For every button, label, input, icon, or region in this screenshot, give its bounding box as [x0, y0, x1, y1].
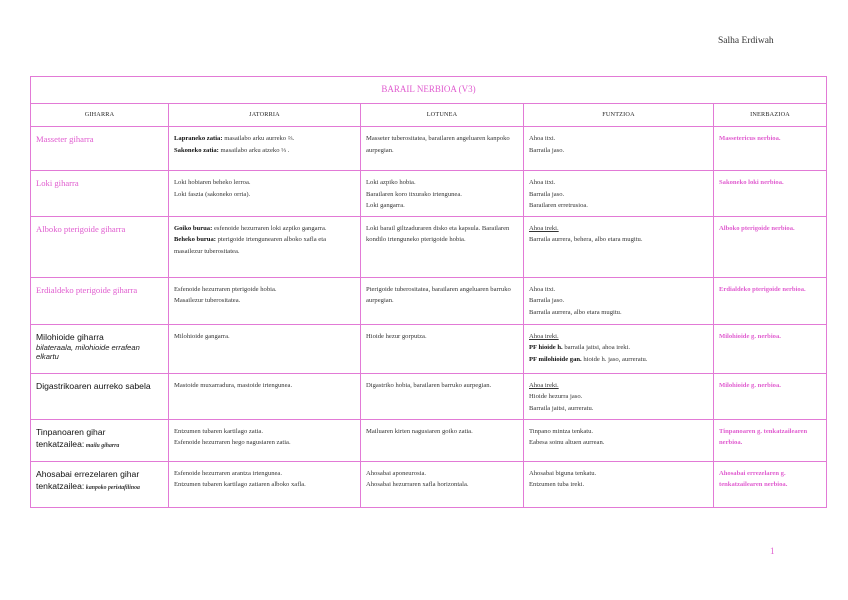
nerve-name: Alboko pterigoide nerbioa.	[719, 224, 795, 232]
muscle-name: Alboko pterigoide giharra	[36, 223, 126, 234]
function-cell: Ahoa ireki. Hioide hezurra jaso. Barraila jaitsi, aurreratu.	[524, 373, 714, 419]
table-row	[31, 419, 827, 461]
muscle-name: Tinpanoaren gihar	[36, 426, 106, 437]
table-row	[31, 277, 827, 324]
origin-cell: Mastoide muxarradura, mastoide irtengunea.	[169, 373, 361, 419]
function-cell: Ahoa ireki. Barraila aurrera, behera, albo etara mugitu.	[524, 216, 714, 277]
nerve-name: Milohioide g. nerbioa.	[719, 381, 781, 389]
header-muscle: GIHARRA	[31, 104, 169, 127]
origin-cell: Loki hobiaren beheko lerroa. Loki faszia (sakoneko orria).	[169, 171, 361, 217]
header-row	[31, 104, 827, 127]
origin-cell: Goiko burua: esfenoide hezurraren loki azpiko gangarra. Beheko burua: pterigoide irtengunearen alboko xafla eta masailezur tuberositatea.	[169, 216, 361, 277]
nerve-name: Ahosabai errezelaren g. tenkatzailearen nerbioa.	[719, 469, 788, 488]
function-cell: Tinpano mintza tenkatu. Eabesa soinu altuen aurrean.	[524, 419, 714, 461]
function-cell: Ahoa itxi. Barraila jaso. Barraila aurrera, albo etara mugitu.	[524, 277, 714, 324]
function-cell: Ahoa itxi. Barraila jaso.	[524, 127, 714, 171]
table-row	[31, 171, 827, 217]
insertion-cell: Pterigoide tuberositatea, barailaren angeluaren barruko aurpegian.	[361, 277, 524, 324]
insertion-cell: Digastriko hobia, barailaren barruko aurpegian.	[361, 373, 524, 419]
header-innervation: INERBAZIOA	[714, 104, 827, 127]
muscle-note: bilateraala, milohioide errafean elkartu	[36, 342, 140, 361]
function-cell: Ahoa itxi. Barraila jaso. Barailaren erretrusioa.	[524, 171, 714, 217]
origin-cell: Esfenoide hezurraren arantza irtengunea. Entzumen tubaren kartilago zatiaren alboko xafla.	[169, 461, 361, 507]
muscle-name-cont: tenkatzailea:	[36, 480, 85, 491]
nerve-table	[30, 76, 827, 508]
author-name: Salha Erdiwah	[718, 36, 774, 46]
table-row	[31, 461, 827, 507]
nerve-name: Sakoneko loki nerbioa.	[719, 179, 784, 186]
nerve-name: Erdialdeko pterigoide nerbioa.	[719, 285, 806, 293]
nerve-name: Milohioide g. nerbioa.	[719, 332, 781, 340]
muscle-alias: kanpoko peristafilinoa	[85, 484, 140, 491]
origin-cell: Milohioide gangarra.	[169, 324, 361, 373]
muscle-name: Erdialdeko pterigoide giharra	[36, 284, 138, 295]
muscle-name: Loki giharra	[36, 178, 79, 188]
function-cell: Ahosabai biguna tenkatu. Entzumen tuba ireki.	[524, 461, 714, 507]
function-cell: Ahoa ireki. PF hioide h. barraila jaitsi, ahoa ireki. PF milohioide gan. hioide h. jaso, aurreratu.	[524, 324, 714, 373]
origin-cell: Entzumen tubaren kartilago zatia. Esfenoide hezurraren hego nagusiaren zatia.	[169, 419, 361, 461]
table-row	[31, 373, 827, 419]
header-insertion: LOTUNEA	[361, 104, 524, 127]
muscle-name: Milohioide giharra	[36, 331, 104, 342]
header-function: FUNTZIOA	[524, 104, 714, 127]
table-row	[31, 324, 827, 373]
header-origin: JATORRIA	[169, 104, 361, 127]
title-row	[31, 77, 827, 104]
nerve-name: Tinpanoaren g. tenkatzailearen nerbioa.	[719, 427, 808, 446]
table-title: BARAIL NERBIOA (V3)	[31, 77, 827, 104]
nerve-name: Massetericus nerbioa.	[719, 135, 781, 142]
insertion-cell: Loki barail giltzaduraren disko eta kapsula. Barailaren kondilo irtenguneko pterigoide hobia.	[361, 216, 524, 277]
muscle-name: Masseter giharra	[36, 134, 94, 144]
insertion-cell: Ahosabai aponeurosia. Ahosabai hezurraren xafla horizontala.	[361, 461, 524, 507]
origin-cell: Esfenoide hezurraren pterigoide hobia. Masailezur tuberositatea.	[169, 277, 361, 324]
table-row	[31, 127, 827, 171]
table-row	[31, 216, 827, 277]
muscle-name: Ahosabai errezelaren gihar	[36, 468, 140, 479]
muscle-alias: mailu giharra	[85, 442, 120, 449]
insertion-cell: Hioide hezur gorputza.	[361, 324, 524, 373]
insertion-cell: Mailuaren kirten nagusiaren goiko zatia.	[361, 419, 524, 461]
muscle-name-cont: tenkatzailea:	[36, 438, 85, 449]
page-number: 1	[770, 546, 775, 556]
insertion-cell: Masseter tuberositatea, barailaren angeluaren kanpoko aurpegian.	[361, 127, 524, 171]
origin-cell: Lapraneko zatia: masailabo arku aurreko ⅔. Sakoneko zatia: masailabo arku atzeko ⅓ .	[169, 127, 361, 171]
insertion-cell: Loki azpiko hobia. Barailaren koro itxurako irtengunea. Loki gangarra.	[361, 171, 524, 217]
muscle-name: Digastrikoaren aurreko sabela	[36, 380, 151, 391]
